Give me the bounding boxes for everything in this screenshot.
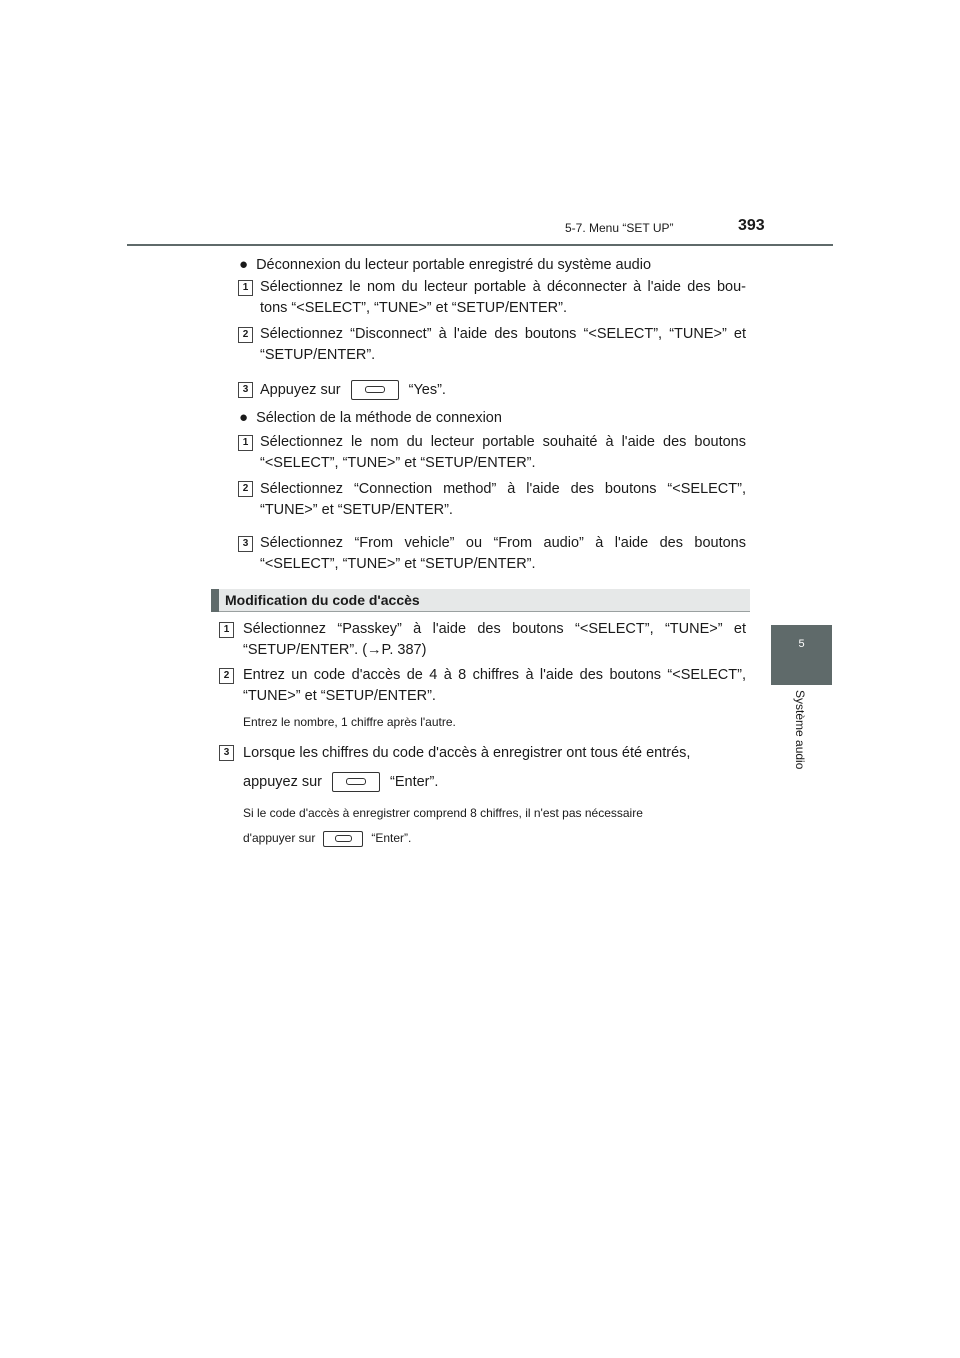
step-text: Sélectionnez “Passkey” à l'aide des boutons “<SELECT”, “TUNE>” et “SETUP/ENTER”. (→P. 387) xyxy=(243,621,746,658)
step-note: Entrez le nombre, 1 chiffre après l'autre. xyxy=(243,715,456,729)
step-text: Sélectionnez “Disconnect” à l'aide des boutons “<SELECT”, “TUNE>” et “SETUP/ENTER”. xyxy=(260,326,746,363)
step-badge: 3 xyxy=(219,745,234,761)
step-text-before: appuyez sur xyxy=(243,774,322,790)
step-badge: 3 xyxy=(238,382,253,398)
button-icon xyxy=(332,772,380,792)
chapter-tab xyxy=(771,625,832,685)
step-badge: 2 xyxy=(238,327,253,343)
bullet-heading-connection xyxy=(239,409,502,426)
step-badge: 1 xyxy=(238,280,253,296)
step-text: Sélectionnez “From vehicle” ou “From audio” à l'aide des boutons “<SELECT”, “TUNE>” et “SETUP/ENTER”. xyxy=(260,535,746,572)
step-text xyxy=(243,772,746,793)
step-badge: 1 xyxy=(238,435,253,451)
step-badge: 2 xyxy=(238,481,253,497)
button-icon xyxy=(323,831,363,847)
section-header-accent xyxy=(211,589,219,612)
chapter-title: Système audio xyxy=(793,690,807,770)
button-icon xyxy=(351,380,399,400)
step-text: Entrez un code d'accès de 4 à 8 chiffres à l'aide des boutons “<SELECT”, “TUNE>” et “SETUP/ENTER”. xyxy=(243,667,746,704)
bullet-icon: ● xyxy=(239,409,249,426)
step-text: Sélectionnez le nom du lecteur portable à déconnecter à l'aide des bou-tons “<SELECT”, “TUNE>” et “SETUP/ENTER”. xyxy=(260,279,746,316)
note-text-before: d'appuyer sur xyxy=(243,831,316,845)
step-text: Sélectionnez le nom du lecteur portable souhaité à l'aide des boutons “<SELECT”, “TUNE>” et “SETUP/ENTER”. xyxy=(260,434,746,471)
section-title: Modification du code d'accès xyxy=(225,592,420,608)
step-text: Sélectionnez “Connection method” à l'aide des boutons “<SELECT”, “TUNE>” et “SETUP/ENTER”. xyxy=(260,481,746,518)
step-text-before: Appuyez sur xyxy=(260,382,341,398)
section-header-passkey xyxy=(211,589,750,612)
step-badge: 3 xyxy=(238,536,253,552)
page-number: 393 xyxy=(738,217,765,234)
step-badge: 1 xyxy=(219,622,234,638)
bullet-heading-disconnect xyxy=(239,256,651,273)
chapter-number: 5 xyxy=(798,638,805,650)
step-text xyxy=(260,380,746,401)
step-text: Lorsque les chiffres du code d'accès à enregistrer ont tous été entrés, xyxy=(243,745,691,761)
bullet-heading-text: Sélection de la méthode de connexion xyxy=(256,410,502,426)
step-note xyxy=(243,825,746,851)
step-text-after: “Yes”. xyxy=(408,382,446,398)
step-text-after: “Enter”. xyxy=(390,774,439,790)
step-badge: 2 xyxy=(219,668,234,684)
note-text-after: “Enter”. xyxy=(371,831,412,845)
bullet-icon: ● xyxy=(239,256,249,273)
bullet-heading-text: Déconnexion du lecteur portable enregistré du système audio xyxy=(256,257,652,273)
section-reference: 5-7. Menu “SET UP” xyxy=(565,221,674,235)
header-divider xyxy=(127,244,833,246)
step-note: Si le code d'accès à enregistrer comprend 8 chiffres, il n'est pas nécessaire xyxy=(243,806,643,820)
